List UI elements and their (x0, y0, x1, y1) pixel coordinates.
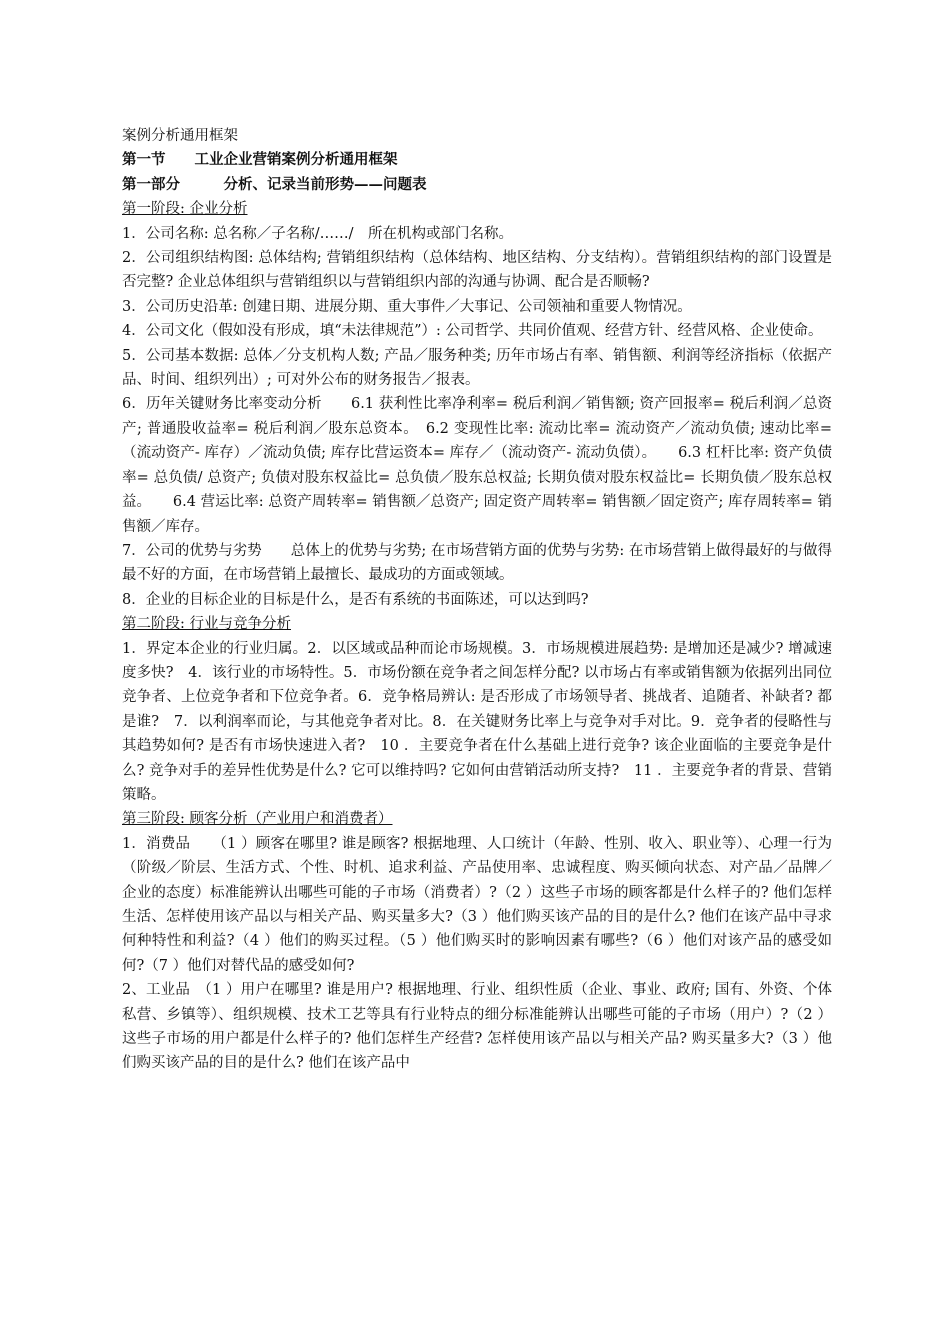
stage1-item-6: 6．历年关键财务比率变动分析 6.1 获利性比率净利率= 税后利润／销售额; 资产回报率= 税后利润／总资产; 普通股收益率= 税后利润／股东总资本。 6.2 变现性比率: 流动比率= 流动资产／流动负债; 速动比率= （流动资产- 库存）／流动负债; 库存比营运资本= 库存／（流动资产- 流动负债）。 6.3 杠杆比率: 资产负债率= 总负债/ 总资产; 负债对股东权益比= 总负债／股东总权益; 长期负债对股东权益比= 长期负债／股东总权益。 6.4 营运比率: 总资产周转率= 销售额／总资产; 固定资产周转率= 销售额／固定资产; 库存周转率= 销售额／库存。 (122, 396, 832, 535)
stage1-heading: 第一阶段: 企业分析 (122, 201, 248, 218)
stage1-item-2: 2．公司组织结构图: 总体结构; 营销组织结构（总体结构、地区结构、分支结构）。营销组织结构的部门设置是否完整? 企业总体组织与营销组织以与营销组织内部的沟通与协调、配合是否顺畅? (122, 250, 832, 291)
stage2-text: 1．界定本企业的行业归属。2．以区域或品种而论市场规模。3．市场规模进展趋势: 是增加还是减少? 增减速度多快? 4．该行业的市场特性。5．市场份额在竞争者之间怎样分配? 以市场占有率或销售额为依据列出同位竞争者、上位竞争者和下位竞争者。6．竞争格局辨认: 是否形成了市场领导者、挑战者、追随者、补缺者? 都是谁? 7．以利润率而论，与其他竞争者对比。8．在关键财务比率上与竞争对手对比。9．竞争者的侵略性与其趋势如何? 是否有市场快速进入者? 10 ．主要竞争者在什么基础上进行竞争? 该企业面临的主要竞争是什么? 竞争对手的差异性优势是什么? 它可以维持吗? 它如何由营销活动所支持? 11 ．主要竞争者的背景、营销策略。 (122, 640, 832, 803)
stage3-item-2: 2、工业品 （1 ）用户在哪里? 谁是用户? 根据地理、行业、组织性质（企业、事业、政府; 国有、外资、个体私营、乡镇等）、组织规模、技术工艺等具有行业特点的细分标准能辨认出哪些可能的子市场（用户）?（2 ）这些子市场的用户都是什么样子的? 他们怎样生产经营? 怎样使用该产品以与相关产品? 购买量多大?（3 ）他们购买该产品的目的是什么? 他们在该产品中 (122, 982, 832, 1072)
stage3-heading: 第三阶段: 顾客分析（产业用户和消费者） (122, 811, 393, 828)
stage1-item-5: 5．公司基本数据: 总体／分支机构人数; 产品／服务种类; 历年市场占有率、销售额、利润等经济指标（依据产品、时间、组织列出）; 可对外公布的财务报告／报表。 (122, 347, 832, 389)
stage1-item-3: 3．公司历史沿革: 创建日期、进展分期、重大事件／大事记、公司领袖和重要人物情况。 (122, 298, 692, 315)
stage1-item-8: 8．企业的目标企业的目标是什么，是否有系统的书面陈述，可以达到吗? (122, 591, 589, 608)
stage3-item-1: 1．消费品 （1 ）顾客在哪里? 谁是顾客? 根据地理、人口统计（年龄、性别、收入、职业等）、心理一行为（阶级／阶层、生活方式、个性、时机、追求利益、产品使用率、忠诚程度、购买倾向状态、对产品／品牌／企业的态度）标准能辨认出哪些可能的子市场（消费者）?（2 ）这些子市场的顾客都是什么样子的? 他们怎样生活、怎样使用该产品以与相关产品、购买量多大?（3 ）他们购买该产品的目的是什么? 他们在该产品中寻求何种特性和利益?（4 ）他们的购买过程。（5 ）他们购买时的影响因素有哪些?（6 ）他们对该产品的感受如何?（7 ）他们对替代品的感受如何? (122, 835, 832, 974)
stage1-item-1: 1．公司名称: 总名称／子名称/……/ 所在机构或部门名称。 (122, 225, 513, 242)
stage1-item-4: 4．公司文化（假如没有形成，填“未法律规范”）: 公司哲学、共同价值观、经营方针、经营风格、企业使命。 (122, 323, 823, 340)
part-heading: 第一部分 分析、记录当前形势——问题表 (122, 175, 427, 193)
stage2-heading: 第二阶段: 行业与竞争分析 (122, 616, 291, 633)
doc-title: 案例分析通用框架 (122, 128, 238, 144)
section-heading: 第一节 工业企业营销案例分析通用框架 (122, 151, 398, 169)
stage1-item-7: 7．公司的优势与劣势 总体上的优势与劣势; 在市场营销方面的优势与劣势: 在市场营销上做得最好的与做得最不好的方面，在市场营销上最擅长、最成功的方面或领域。 (122, 542, 832, 584)
